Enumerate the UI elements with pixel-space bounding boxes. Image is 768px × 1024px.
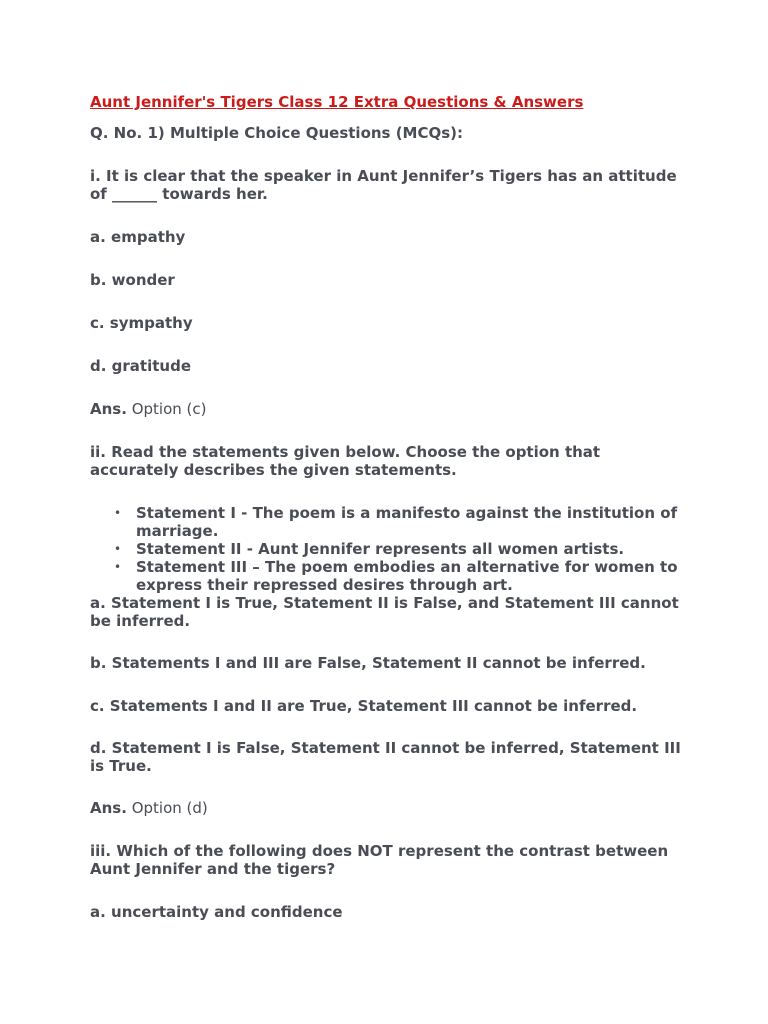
- question-1-option-d: d. gratitude: [90, 357, 191, 375]
- bullet-icon: •: [114, 542, 122, 556]
- question-2-option-a: a. Statement I is True, Statement II is False, and Statement III cannot be inferred.: [90, 594, 679, 630]
- statement-list: [90, 504, 690, 594]
- section-heading: Q. No. 1) Multiple Choice Questions (MCQs):: [90, 124, 464, 142]
- statement-text: Statement I - The poem is a manifesto against the institution of marriage.: [136, 504, 678, 540]
- question-1-text: i. It is clear that the speaker in Aunt Jennifer’s Tigers has an attitude of ______ towards her.: [90, 167, 677, 203]
- document-title-link[interactable]: Aunt Jennifer's Tigers Class 12 Extra Questions & Answers: [90, 93, 584, 111]
- question-1-option-c: c. sympathy: [90, 314, 193, 332]
- answer-value: Option (d): [131, 799, 208, 817]
- question-1-option-b: b. wonder: [90, 271, 175, 289]
- question-3-option-a: a. uncertainty and confidence: [90, 903, 343, 921]
- answer-label: Ans.: [90, 400, 127, 418]
- answer-value: Option (c): [131, 400, 207, 418]
- statement-item: [114, 504, 690, 540]
- question-2-option-b: b. Statements I and III are False, Statement II cannot be inferred.: [90, 654, 646, 672]
- statement-item: [114, 540, 690, 558]
- question-2-option-d: d. Statement I is False, Statement II cannot be inferred, Statement III is True.: [90, 739, 681, 775]
- statement-text: Statement III – The poem embodies an alternative for women to express their repressed desires through art.: [136, 558, 678, 594]
- question-1-answer: [90, 400, 690, 418]
- question-2-answer: [90, 799, 690, 817]
- bullet-icon: •: [114, 506, 122, 520]
- bullet-icon: •: [114, 560, 122, 574]
- statement-item: [114, 558, 690, 594]
- question-3-text: iii. Which of the following does NOT represent the contrast between Aunt Jennifer and the tigers?: [90, 842, 669, 878]
- question-1-option-a: a. empathy: [90, 228, 186, 246]
- question-2-text: ii. Read the statements given below. Choose the option that accurately describes the given statements.: [90, 443, 601, 479]
- question-2-option-c: c. Statements I and II are True, Statement III cannot be inferred.: [90, 697, 638, 715]
- answer-label: Ans.: [90, 799, 127, 817]
- document-content: [90, 93, 690, 921]
- statement-text: Statement II - Aunt Jennifer represents all women artists.: [136, 540, 625, 558]
